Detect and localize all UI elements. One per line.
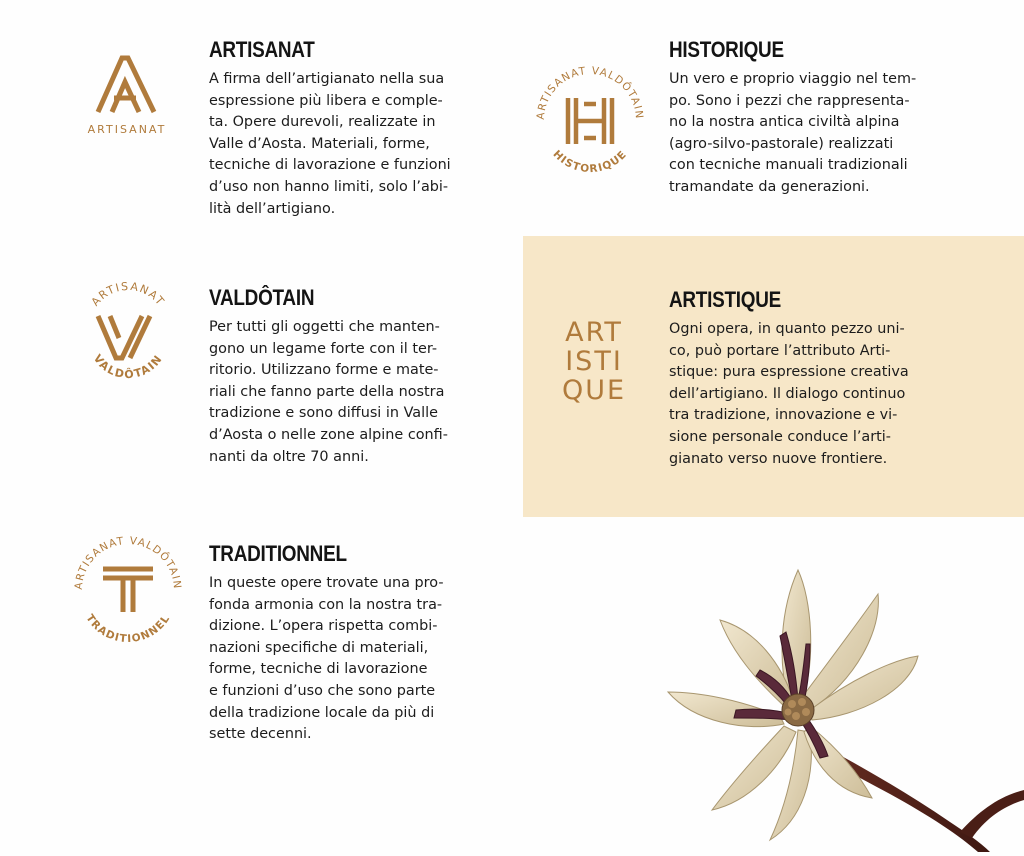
artistique-logo-line-2: ISTI — [565, 346, 623, 377]
artisanat-title: ARTISANAT — [209, 37, 315, 62]
artistique-logo-line-1: ART — [565, 317, 623, 348]
artistique-section — [669, 287, 935, 470]
traditionnel-title: TRADITIONNEL — [209, 541, 347, 566]
historique-title: HISTORIQUE — [669, 37, 784, 62]
traditionnel-section — [209, 541, 475, 746]
artistique-logo-line-3: QUE — [561, 375, 627, 406]
svg-text:ARTISANAT VALDÔTAIN — [535, 65, 645, 120]
letter-t-stem — [123, 578, 133, 612]
traditionnel-description: In queste opere trovate una pro- fonda armonia con la nostra tra- dizione. L’opera rispetta combi- nazioni specifiche di materiali, forme, tecniche di lavorazione e funzioni d’uso che sono parte della tradizione locale da più di sette decenni. — [209, 575, 444, 743]
artisanat-logo-caption: ARTISANAT — [87, 123, 167, 136]
historique-logo — [532, 60, 648, 176]
svg-text:ARTISANAT VALDÔTAIN — [73, 535, 183, 590]
historique-section — [669, 37, 935, 199]
letter-h-left-stems — [568, 98, 576, 144]
artistique-description: Ogni opera, in quanto pezzo uni- co, può portare l’attributo Arti- stique: pura espressione creativa dell’artigiano. Il dialogo continuo tra tradizione, innovazione e vi- sione personale conduce l’arti- gianato verso nuove frontiere. — [669, 321, 909, 467]
traditionnel-logo — [70, 532, 186, 648]
valdotain-section — [209, 285, 475, 468]
historique-description: Un vero e proprio viaggio nel tem- po. Sono i pezzi che rappresenta- no la nostra antica civiltà alpina (agro-silvo-pastorale) realizzati con tecniche manuali tradizionali tramandate da generazioni. — [669, 71, 917, 195]
valdotain-logo — [78, 278, 178, 390]
valdotain-logo-top-text: ARTISANAT — [88, 279, 168, 309]
artisanat-section — [209, 37, 475, 220]
artisanat-description: A firma dell’artigianato nella sua espressione più libera e comple- ta. Opere durevoli, realizzate in Valle d’Aosta. Materiali, forme, tecniche di lavorazione e funzioni d’uso non hanno limiti, solo l’abi- lità dell’artigiano. — [209, 71, 451, 217]
letter-v-inner-left — [110, 316, 119, 338]
historique-logo-top-text: ARTISANAT VALDÔTAIN — [534, 64, 646, 121]
traditionnel-logo-top-text: ARTISANAT VALDÔTAIN — [72, 534, 184, 591]
flower-branch — [960, 790, 1024, 838]
artistique-logo — [553, 318, 635, 405]
valdotain-title: VALDÔTAIN — [209, 285, 315, 310]
svg-text:HISTORIQUE — [550, 148, 629, 175]
artisanat-logo — [84, 54, 174, 138]
svg-text:TRADITIONNEL — [83, 612, 172, 645]
svg-text:ARTISANAT — [89, 280, 168, 309]
edelweiss-illustration — [660, 560, 1024, 856]
historique-logo-bottom-text: HISTORIQUE — [550, 148, 630, 176]
valdotain-description: Per tutti gli oggetti che manten- gono un legame forte con il ter- ritorio. Utilizzano forme e mate- riali che fanno parte della nostra tradizione e sono diffusi in Valle d’Aosta o nelle zone alpine confi- nanti da oltre 70 anni. — [209, 319, 448, 465]
petal-bottom-left — [712, 726, 796, 810]
valdotain-logo-bottom-text: VALDÔTAIN — [90, 352, 166, 382]
letter-h-right-stems — [604, 98, 612, 144]
artistique-title: ARTISTIQUE — [669, 287, 782, 312]
traditionnel-logo-bottom-text: TRADITIONNEL — [83, 612, 173, 646]
